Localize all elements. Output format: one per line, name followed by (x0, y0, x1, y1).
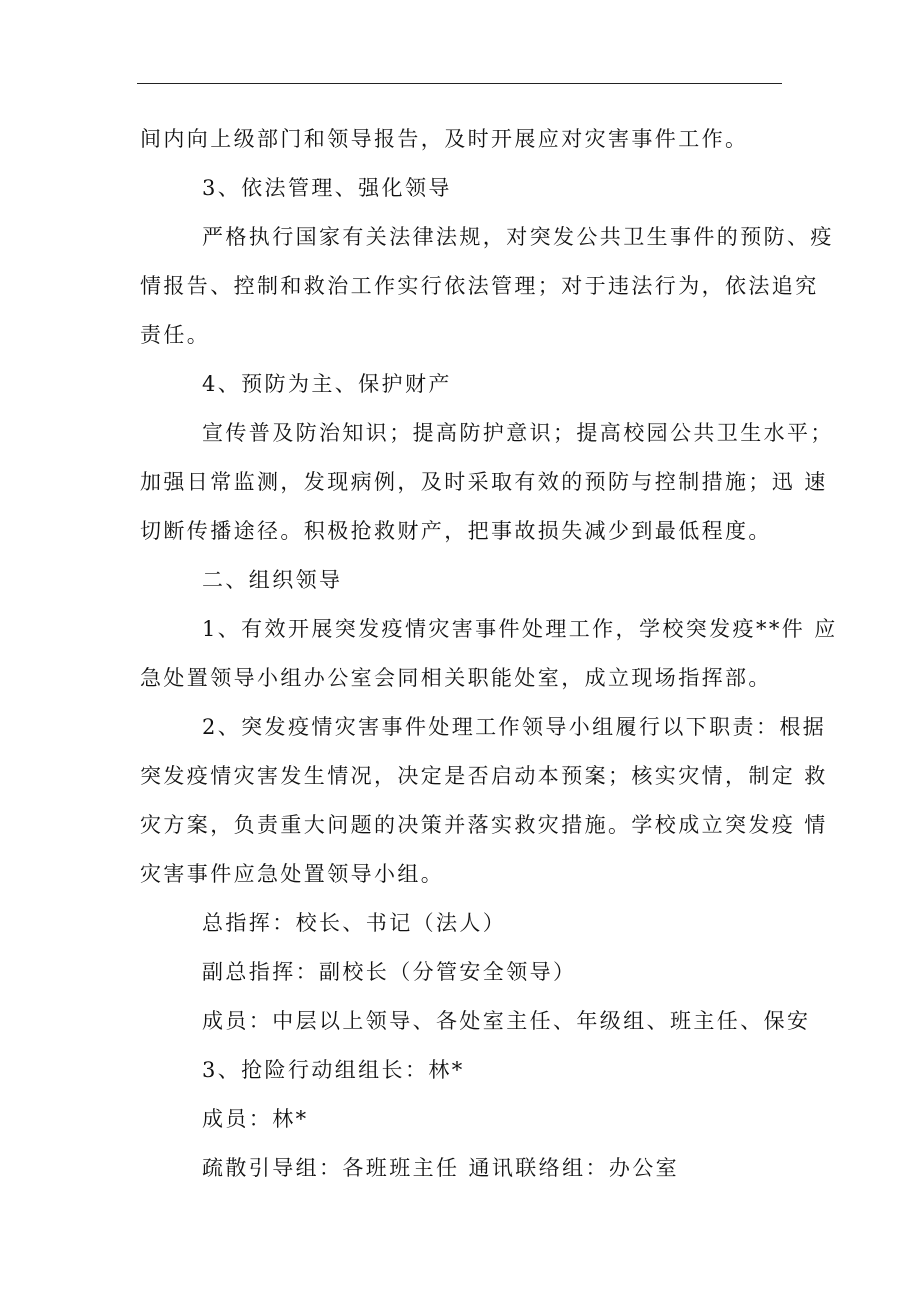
section-heading: 4、预防为主、保护财产 (202, 372, 452, 396)
section-heading: 二、组织领导 (202, 568, 343, 592)
header-rule (137, 83, 782, 84)
paragraph-line: 情报告、控制和救治工作实行依法管理；对于违法行为，依法追究 (140, 274, 819, 298)
paragraph-line: 切断传播途径。积极抢救财产，把事故损失减少到最低程度。 (140, 519, 772, 543)
paragraph-line: 疏散引导组：各班班主任 通讯联络组：办公室 (202, 1156, 680, 1180)
paragraph-line: 2、突发疫情灾害事件处理工作领导小组履行以下职责：根据 (202, 715, 827, 739)
paragraph-line: 灾方案，负责重大问题的决策并落实救灾措施。学校成立突发疫 情 (140, 813, 828, 837)
paragraph-line: 严格执行国家有关法律法规，对突发公共卫生事件的预防、疫 (202, 225, 834, 249)
section-heading: 3、抢险行动组组长：林* (202, 1058, 465, 1082)
paragraph-line: 责任。 (140, 323, 211, 347)
paragraph-line: 成员：林* (202, 1107, 309, 1131)
paragraph-line: 副总指挥：副校长（分管安全领导） (202, 960, 577, 984)
document-body (140, 118, 838, 1196)
paragraph-line: 宣传普及防治知识；提高防护意识；提高校园公共卫生水平； (202, 421, 834, 445)
paragraph-line: 灾害事件应急处置领导小组。 (140, 862, 445, 886)
paragraph-line: 成员：中层以上领导、各处室主任、年级组、班主任、保安 (202, 1009, 811, 1033)
paragraph-line: 1、有效开展突发疫情灾害事件处理工作，学校突发疫**件 应 (202, 617, 838, 641)
section-heading: 3、依法管理、强化领导 (202, 176, 452, 200)
paragraph-line: 总指挥：校长、书记（法人） (202, 911, 507, 935)
paragraph-line: 间内向上级部门和领导报告，及时开展应对灾害事件工作。 (140, 127, 749, 151)
paragraph-line: 急处置领导小组办公室会同相关职能处室，成立现场指挥部。 (140, 666, 772, 690)
paragraph-line: 加强日常监测，发现病例，及时采取有效的预防与控制措施；迅 速 (140, 470, 828, 494)
paragraph-line: 突发疫情灾害发生情况，决定是否启动本预案；核实灾情，制定 救 (140, 764, 828, 788)
